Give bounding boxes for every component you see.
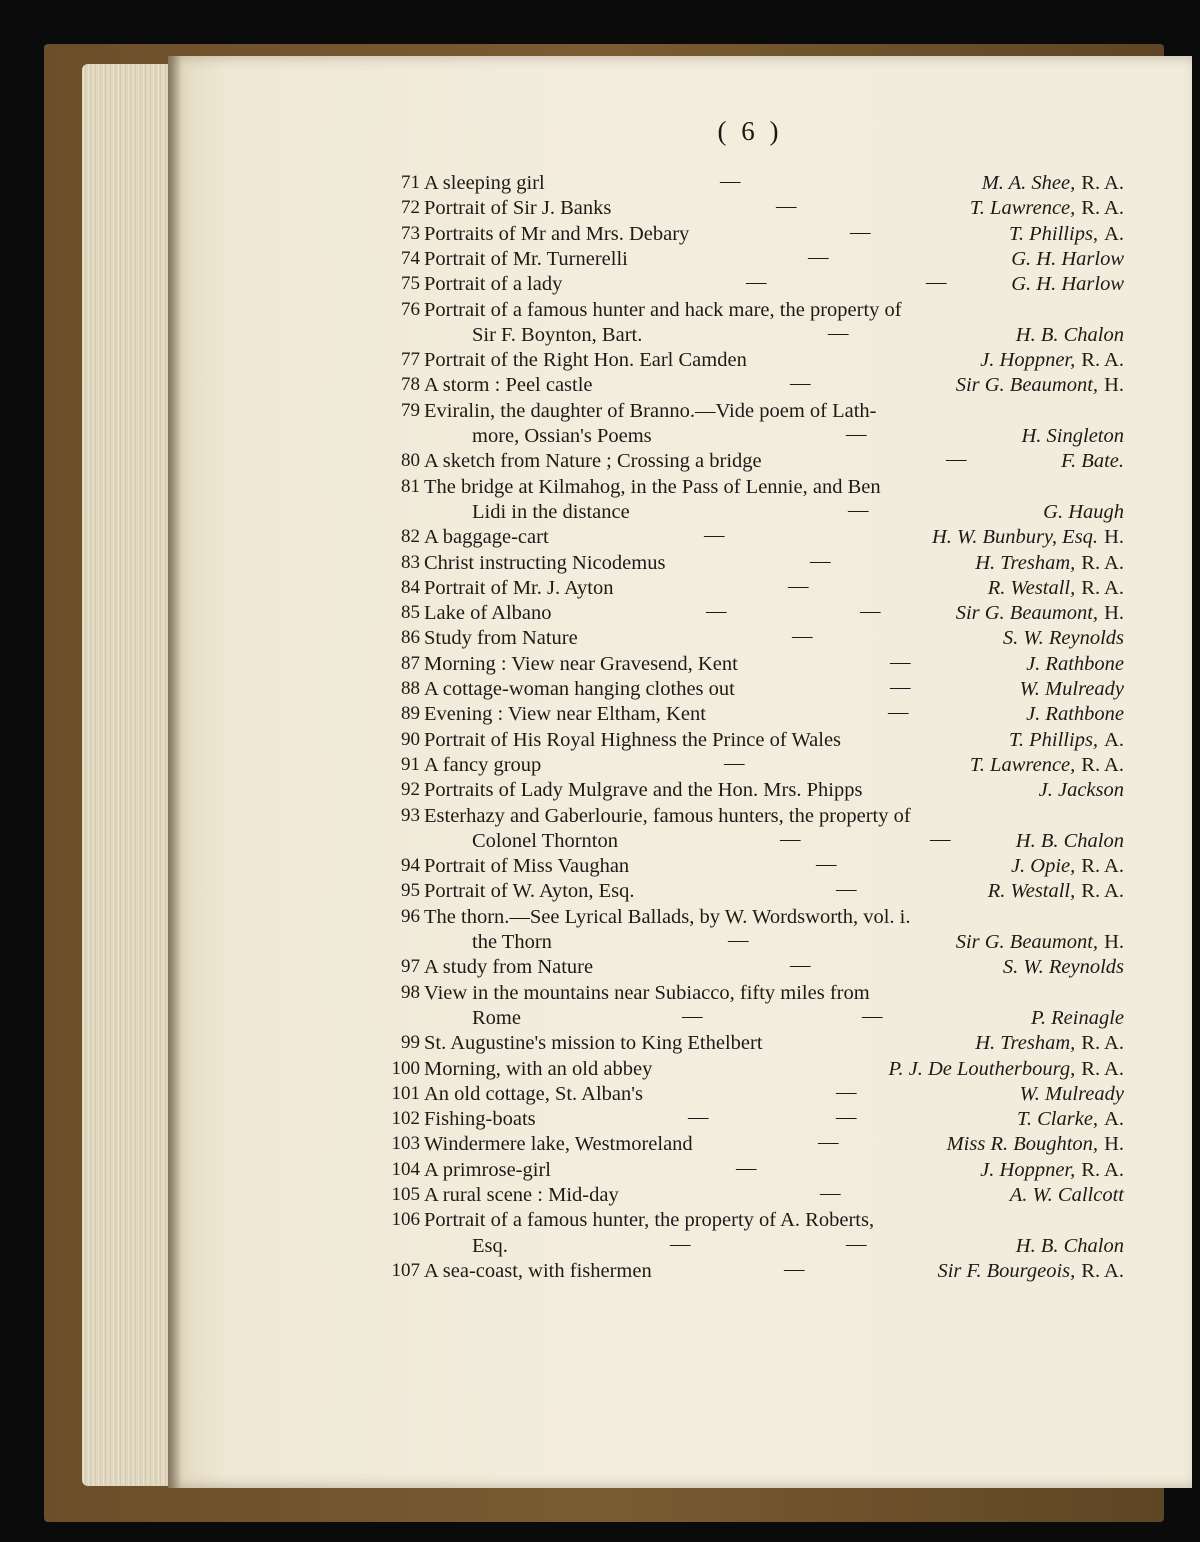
artist-name: R. Westall, bbox=[987, 576, 1076, 599]
entry-number: 103 bbox=[391, 1133, 420, 1155]
artist-rank: H. bbox=[1104, 931, 1124, 953]
artist-name: W. Mulready bbox=[1019, 1082, 1124, 1105]
artist-name: P. Reinagle bbox=[1031, 1006, 1124, 1029]
separator-dash: — bbox=[728, 929, 749, 951]
artist-rank: A. bbox=[1104, 222, 1124, 245]
artist-name: M. A. Shee, bbox=[981, 172, 1076, 194]
entry-number: 86 bbox=[401, 627, 420, 649]
entry-number: 83 bbox=[401, 551, 420, 573]
entry-title-continuation: Lidi in the distance bbox=[472, 500, 630, 523]
entry-number: 105 bbox=[391, 1184, 420, 1205]
page-gutter bbox=[168, 56, 182, 1488]
artist-rank: A. bbox=[1104, 728, 1124, 751]
catalogue-entry bbox=[380, 1108, 1128, 1134]
artist-rank: R. A. bbox=[1081, 753, 1124, 776]
artist-name: J. Rathbone bbox=[1026, 652, 1124, 675]
artist-rank: R. A. bbox=[1081, 855, 1124, 878]
entry-title: A primrose-girl bbox=[424, 1158, 551, 1181]
entry-artist bbox=[1003, 627, 1124, 650]
catalogue-entry bbox=[380, 956, 1128, 982]
entry-title: Morning, with an old abbey bbox=[424, 1057, 653, 1080]
entry-title: An old cottage, St. Alban's bbox=[424, 1082, 643, 1105]
separator-dash: — bbox=[946, 448, 967, 471]
artist-name: S. W. Reynolds bbox=[1002, 627, 1124, 650]
catalogue-entry bbox=[380, 299, 1128, 325]
entry-title-continuation: Colonel Thornton bbox=[472, 829, 618, 852]
artist-rank: R. A. bbox=[1081, 1057, 1124, 1080]
artist-rank: R. A. bbox=[1081, 1032, 1124, 1055]
entry-number: 90 bbox=[401, 728, 420, 750]
catalogue-entry-continuation bbox=[380, 425, 1128, 451]
separator-dash: — bbox=[706, 600, 727, 623]
entry-title: Fishing-boats bbox=[424, 1108, 536, 1131]
catalogue-entry bbox=[380, 476, 1128, 502]
separator-dash: — bbox=[670, 1232, 691, 1255]
separator-dash: — bbox=[860, 600, 881, 623]
entry-title-continuation: more, Ossian's Poems bbox=[472, 425, 652, 447]
entry-artist bbox=[975, 1032, 1124, 1055]
entry-number: 106 bbox=[391, 1209, 420, 1231]
separator-dash: — bbox=[890, 676, 911, 698]
entry-artist bbox=[1011, 855, 1124, 878]
entry-number: 77 bbox=[401, 349, 420, 371]
entry-artist bbox=[988, 577, 1124, 600]
catalogue-entry bbox=[380, 880, 1128, 906]
entry-title: A rural scene : Mid-day bbox=[424, 1184, 619, 1206]
artist-name: H. B. Chalon bbox=[1015, 829, 1124, 852]
entry-number: 89 bbox=[401, 703, 420, 725]
separator-dash: — bbox=[862, 1004, 883, 1027]
entry-number: 95 bbox=[401, 880, 420, 902]
catalogue-entry bbox=[380, 627, 1128, 653]
entry-artist bbox=[1022, 425, 1125, 448]
separator-dash: — bbox=[816, 853, 837, 876]
catalogue-entry bbox=[380, 1156, 1128, 1185]
artist-rank: R. A. bbox=[1081, 197, 1124, 220]
catalogue-entry bbox=[380, 1133, 1128, 1159]
separator-dash: — bbox=[720, 170, 741, 192]
separator-dash: — bbox=[836, 1080, 857, 1103]
catalogue-entry bbox=[380, 549, 1128, 578]
entry-artist bbox=[980, 349, 1124, 372]
entry-title-continuation: Sir F. Boynton, Bart. bbox=[472, 323, 643, 346]
entry-artist bbox=[947, 1133, 1124, 1156]
artist-name: G. H. Harlow bbox=[1011, 273, 1124, 296]
separator-dash: — bbox=[846, 423, 867, 445]
catalogue-entry bbox=[380, 751, 1128, 780]
separator-dash: — bbox=[888, 701, 909, 724]
artist-name: H. Tresham, bbox=[975, 1032, 1076, 1055]
catalogue-entry bbox=[380, 805, 1128, 831]
artist-name: A. W. Callcott bbox=[1009, 1184, 1124, 1206]
artist-rank: H. bbox=[1104, 1133, 1124, 1156]
entry-title: Portrait of a famous hunter, the property of A. Roberts, bbox=[424, 1209, 875, 1232]
entry-artist bbox=[1043, 501, 1124, 524]
entry-artist bbox=[1016, 324, 1124, 347]
artist-name: T. Phillips, bbox=[1009, 222, 1099, 245]
entry-title: Study from Nature bbox=[424, 627, 578, 650]
entry-number: 85 bbox=[401, 602, 420, 624]
entry-number: 73 bbox=[401, 222, 420, 244]
artist-name: T. Lawrence, bbox=[969, 197, 1076, 220]
page-number: ( 6 ) bbox=[717, 116, 783, 146]
entry-title: A baggage-cart bbox=[424, 526, 549, 549]
entry-artist bbox=[980, 1159, 1124, 1182]
catalogue-entry bbox=[380, 855, 1128, 881]
entry-title: Christ instructing Nicodemus bbox=[424, 551, 666, 574]
entry-title: Portrait of His Royal Highness the Prince of Wales bbox=[424, 728, 842, 751]
artist-name: Sir F. Bourgeois, bbox=[937, 1259, 1076, 1282]
entry-title: Portrait of Mr. Turnerelli bbox=[424, 247, 628, 270]
entry-artist bbox=[1039, 779, 1124, 802]
entry-artist bbox=[975, 552, 1124, 575]
artist-rank: R. A. bbox=[1081, 551, 1124, 574]
artist-rank: H. bbox=[1104, 526, 1124, 549]
entry-artist bbox=[1031, 1007, 1124, 1030]
entry-number: 82 bbox=[401, 526, 420, 548]
entry-number: 81 bbox=[401, 475, 420, 497]
separator-dash: — bbox=[846, 1232, 867, 1255]
entry-title: Windermere lake, Westmoreland bbox=[424, 1133, 693, 1156]
entry-title: Portrait of Sir J. Banks bbox=[424, 197, 612, 220]
catalogue-entry bbox=[380, 273, 1128, 299]
separator-dash: — bbox=[808, 245, 829, 268]
entry-artist bbox=[982, 172, 1124, 195]
entry-number: 84 bbox=[401, 576, 420, 598]
entry-number: 72 bbox=[401, 197, 420, 219]
artist-name: Sir G. Beaumont, bbox=[955, 602, 1099, 625]
entry-title: Evening : View near Eltham, Kent bbox=[424, 703, 706, 726]
entry-number: 80 bbox=[401, 450, 420, 472]
catalogue-entry-continuation bbox=[380, 321, 1128, 350]
artist-rank: H. bbox=[1104, 374, 1124, 397]
separator-dash: — bbox=[704, 524, 725, 547]
entry-title: Esterhazy and Gaberlourie, famous hunters, the property of bbox=[424, 804, 911, 827]
entry-artist bbox=[1003, 956, 1124, 979]
artist-name: H. Singleton bbox=[1021, 425, 1124, 447]
entry-artist bbox=[956, 374, 1124, 397]
catalogue-entry-continuation bbox=[380, 827, 1128, 856]
catalogue-entry-continuation bbox=[380, 931, 1128, 957]
artist-name: H. Tresham, bbox=[975, 551, 1076, 574]
artist-name: Sir G. Beaumont, bbox=[955, 374, 1099, 397]
artist-name: H. B. Chalon bbox=[1015, 323, 1124, 346]
artist-name: W. Mulready bbox=[1019, 678, 1124, 700]
separator-dash: — bbox=[688, 1106, 709, 1129]
catalogue-entry-continuation bbox=[380, 498, 1128, 527]
entry-number: 74 bbox=[401, 247, 420, 269]
artist-name: G. H. Harlow bbox=[1011, 247, 1124, 270]
catalogue-entry bbox=[380, 678, 1128, 704]
entry-number: 75 bbox=[401, 273, 420, 295]
entry-number: 91 bbox=[401, 753, 420, 775]
separator-dash: — bbox=[836, 1106, 857, 1129]
catalogue-entry bbox=[380, 197, 1128, 223]
artist-name: T. Clarke, bbox=[1017, 1108, 1099, 1131]
entry-artist bbox=[956, 931, 1124, 954]
entry-artist bbox=[970, 197, 1124, 220]
artist-name: S. W. Reynolds bbox=[1002, 956, 1124, 979]
separator-dash: — bbox=[790, 954, 811, 977]
entry-title-continuation: the Thorn bbox=[472, 931, 552, 953]
entry-number: 99 bbox=[401, 1032, 420, 1054]
separator-dash: — bbox=[848, 498, 869, 521]
entry-title-continuation: Esq. bbox=[472, 1234, 508, 1257]
artist-name: J. Rathbone bbox=[1026, 703, 1124, 726]
entry-artist bbox=[1026, 703, 1124, 726]
artist-name: G. Haugh bbox=[1043, 500, 1124, 523]
artist-name: F. Bate. bbox=[1061, 450, 1124, 473]
separator-dash: — bbox=[790, 372, 811, 395]
entry-title: Eviralin, the daughter of Branno.—Vide poem of Lath- bbox=[424, 399, 877, 422]
entry-artist bbox=[1016, 1235, 1124, 1258]
artist-name: R. Westall, bbox=[987, 880, 1076, 903]
separator-dash: — bbox=[724, 751, 745, 774]
artist-name: J. Jackson bbox=[1038, 779, 1124, 802]
catalogue-entry bbox=[380, 982, 1128, 1008]
entry-artist bbox=[888, 1058, 1124, 1081]
artist-rank: R. A. bbox=[1081, 1259, 1124, 1282]
catalogue-entry-continuation bbox=[380, 1004, 1128, 1033]
separator-dash: — bbox=[788, 574, 809, 597]
entry-artist bbox=[1011, 248, 1124, 271]
artist-rank: H. bbox=[1104, 602, 1124, 625]
catalogue-entry bbox=[380, 1080, 1128, 1109]
catalogue-entry bbox=[380, 374, 1128, 400]
entry-artist bbox=[988, 880, 1124, 903]
entry-title: A sketch from Nature ; Crossing a bridge bbox=[424, 450, 762, 473]
entry-title: Portrait of the Right Hon. Earl Camden bbox=[424, 349, 747, 372]
catalogue-entry bbox=[380, 602, 1128, 628]
entry-title: A cottage-woman hanging clothes out bbox=[424, 678, 735, 700]
catalogue-entry bbox=[380, 526, 1128, 552]
artist-name: H. W. Bunbury, Esq. bbox=[931, 526, 1099, 549]
separator-dash: — bbox=[780, 827, 801, 850]
artist-name: T. Lawrence, bbox=[969, 753, 1076, 776]
artist-rank: A. bbox=[1104, 1108, 1124, 1131]
catalogue-entry bbox=[380, 349, 1128, 375]
entry-number: 88 bbox=[401, 678, 420, 699]
separator-dash: — bbox=[810, 549, 831, 572]
entry-artist bbox=[1016, 830, 1124, 853]
entry-title: Portrait of W. Ayton, Esq. bbox=[424, 880, 635, 903]
catalogue-entry bbox=[380, 574, 1128, 603]
catalogue-entry bbox=[380, 1032, 1128, 1058]
entry-title: A fancy group bbox=[424, 753, 542, 776]
catalogue-entry bbox=[380, 906, 1128, 932]
catalogue-entry bbox=[380, 1209, 1128, 1235]
entry-number: 93 bbox=[401, 804, 420, 826]
catalogue-entry bbox=[380, 779, 1128, 805]
separator-dash: — bbox=[784, 1257, 805, 1280]
separator-dash: — bbox=[820, 1182, 841, 1204]
entry-title: The bridge at Kilmahog, in the Pass of Lennie, and Ben bbox=[424, 475, 881, 498]
separator-dash: — bbox=[746, 271, 767, 294]
separator-dash: — bbox=[890, 650, 911, 673]
entry-artist bbox=[1011, 273, 1124, 296]
catalogue-entry bbox=[380, 650, 1128, 679]
separator-dash: — bbox=[682, 1004, 703, 1027]
entry-number: 94 bbox=[401, 855, 420, 877]
catalogue-entry bbox=[380, 1184, 1128, 1210]
entry-title: Portraits of Mr and Mrs. Debary bbox=[424, 222, 690, 245]
entry-artist bbox=[970, 754, 1124, 777]
entry-title: St. Augustine's mission to King Ethelbert bbox=[424, 1032, 763, 1055]
entry-title: View in the mountains near Subiacco, fifty miles from bbox=[424, 981, 870, 1004]
artist-name: H. B. Chalon bbox=[1015, 1234, 1124, 1257]
entry-title: A sleeping girl bbox=[424, 172, 545, 194]
page-edges bbox=[82, 64, 172, 1486]
entry-artist bbox=[1020, 1083, 1124, 1106]
separator-dash: — bbox=[850, 220, 871, 243]
entry-number: 76 bbox=[401, 298, 420, 320]
entry-title: Morning : View near Gravesend, Kent bbox=[424, 652, 738, 675]
artist-name: J. Hoppner, bbox=[980, 1158, 1076, 1181]
separator-dash: — bbox=[776, 195, 797, 218]
catalogue-entry bbox=[380, 172, 1128, 198]
artist-name: Miss R. Boughton, bbox=[946, 1133, 1099, 1156]
entry-artist bbox=[937, 1260, 1124, 1283]
artist-name: J. Opie, bbox=[1010, 855, 1076, 878]
catalogue-entry bbox=[380, 1058, 1128, 1084]
catalogue-entry bbox=[380, 729, 1128, 755]
entry-title: The thorn.—See Lyrical Ballads, by W. Wordsworth, vol. i. bbox=[424, 905, 911, 928]
entry-number: 92 bbox=[401, 779, 420, 801]
entry-number: 101 bbox=[391, 1082, 420, 1104]
entry-artist bbox=[1020, 678, 1124, 701]
catalogue-entry bbox=[380, 1257, 1128, 1286]
entry-artist bbox=[1009, 223, 1124, 246]
artist-rank: R. A. bbox=[1081, 349, 1124, 372]
entry-title: Lake of Albano bbox=[424, 602, 552, 625]
entry-artist bbox=[1009, 729, 1124, 752]
entry-number: 79 bbox=[401, 399, 420, 421]
artist-rank: R. A. bbox=[1081, 880, 1124, 903]
entry-artist bbox=[932, 526, 1124, 549]
entry-artist bbox=[1010, 1184, 1124, 1207]
entry-number: 98 bbox=[401, 981, 420, 1003]
artist-name: T. Phillips, bbox=[1009, 728, 1099, 751]
entry-title: A storm : Peel castle bbox=[424, 374, 593, 397]
entry-title: Portrait of Mr. J. Ayton bbox=[424, 576, 614, 599]
separator-dash: — bbox=[792, 625, 813, 648]
catalogue-entry bbox=[380, 703, 1128, 729]
entry-title: Portrait of Miss Vaughan bbox=[424, 855, 630, 878]
separator-dash: — bbox=[926, 271, 947, 294]
entry-number: 100 bbox=[391, 1057, 420, 1079]
catalogue-entry bbox=[380, 220, 1128, 249]
entry-artist bbox=[1026, 653, 1124, 676]
catalogue-entry bbox=[380, 450, 1128, 476]
entry-artist bbox=[1061, 450, 1124, 473]
entry-title: Portrait of a lady bbox=[424, 273, 563, 296]
separator-dash: — bbox=[836, 878, 857, 901]
entry-number: 87 bbox=[401, 652, 420, 674]
entry-number: 97 bbox=[401, 956, 420, 978]
entry-number: 104 bbox=[391, 1158, 420, 1180]
entry-artist bbox=[956, 602, 1124, 625]
artist-name: P. J. De Loutherbourg, bbox=[888, 1057, 1076, 1080]
artist-name: Sir G. Beaumont, bbox=[955, 931, 1099, 953]
entry-number: 102 bbox=[391, 1108, 420, 1130]
entry-number: 96 bbox=[401, 905, 420, 927]
entry-title: A sea-coast, with fishermen bbox=[424, 1259, 652, 1282]
catalogue-entry-continuation bbox=[380, 1232, 1128, 1261]
artist-rank: R. A. bbox=[1081, 172, 1124, 194]
catalogue-entry bbox=[380, 245, 1128, 274]
artist-name: J. Hoppner, bbox=[980, 349, 1076, 372]
entry-title: Portrait of a famous hunter and hack mare, the property of bbox=[424, 298, 902, 321]
entry-title: A study from Nature bbox=[424, 956, 594, 979]
entry-artist bbox=[1017, 1108, 1124, 1131]
separator-dash: — bbox=[930, 827, 951, 850]
artist-rank: R. A. bbox=[1081, 576, 1124, 599]
separator-dash: — bbox=[736, 1156, 757, 1179]
entry-title-continuation: Rome bbox=[472, 1006, 521, 1029]
entry-number: 107 bbox=[391, 1259, 420, 1281]
entry-number: 71 bbox=[401, 172, 420, 193]
catalogue-entry bbox=[380, 400, 1128, 426]
entry-title: Portraits of Lady Mulgrave and the Hon. Mrs. Phipps bbox=[424, 779, 863, 802]
artist-rank: R. A. bbox=[1081, 1158, 1124, 1181]
entry-number: 78 bbox=[401, 374, 420, 396]
separator-dash: — bbox=[818, 1131, 839, 1154]
separator-dash: — bbox=[828, 321, 849, 344]
